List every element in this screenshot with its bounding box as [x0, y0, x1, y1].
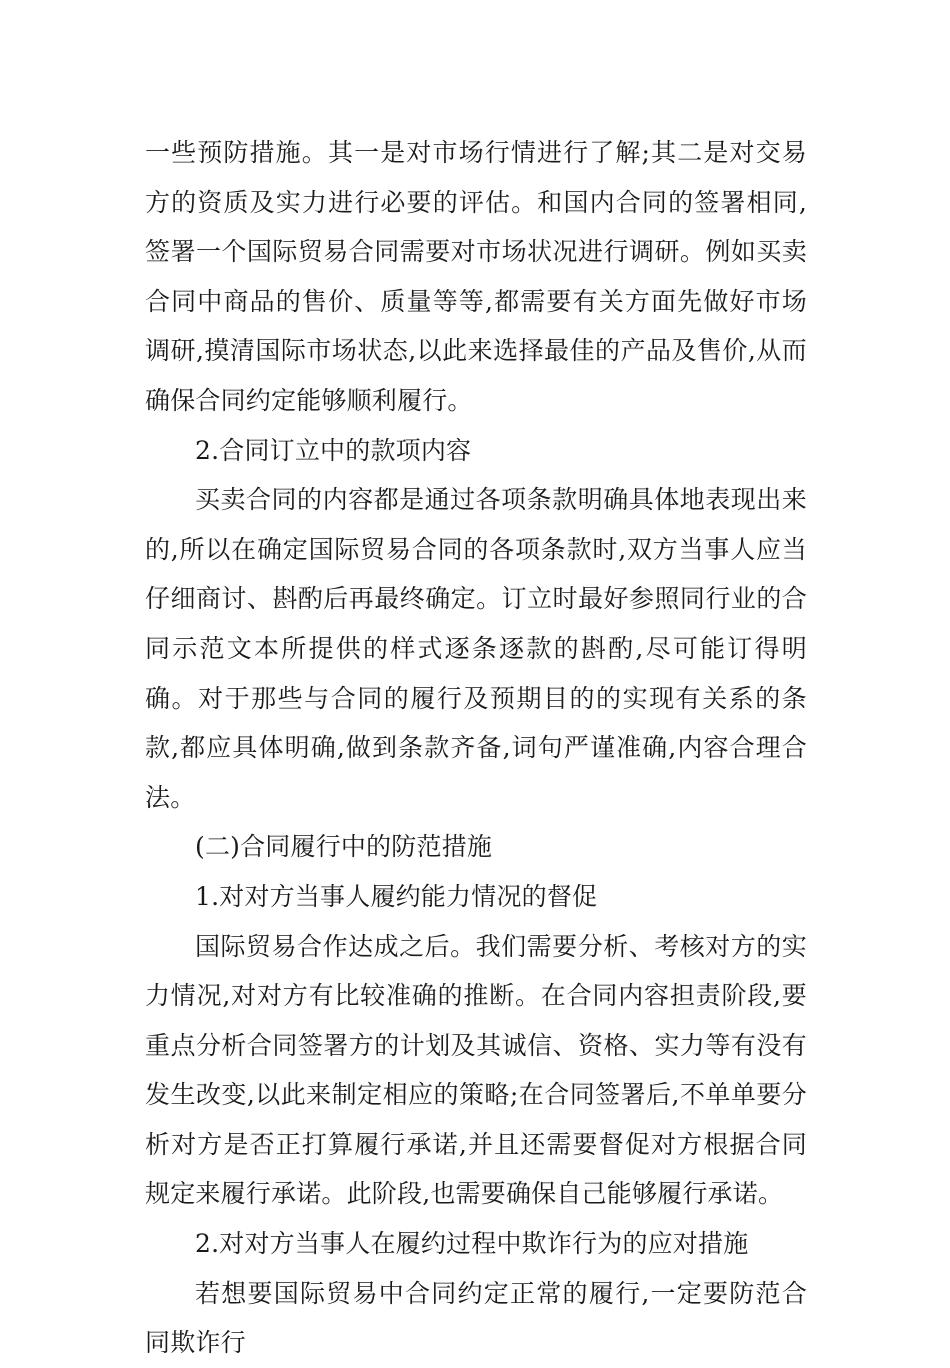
- subheading-contract-clauses: 2.合同订立中的款项内容: [195, 435, 472, 465]
- document-body: [145, 128, 807, 1368]
- paragraph-performance-capacity: 国际贸易合作达成之后。我们需要分析、考核对方的实力情况,对对方有比较准确的推断。在合同内容担责阶段,要重点分析合同签署方的计划及其诚信、资格、实力等有没有发生改变,以此来制定相应的策略;在合同签署后,不单单要分析对方是否正打算履行承诺,并且还需要督促对方根据合同规定来履行承诺。此阶段,也需要确保自己能够履行承诺。: [145, 931, 807, 1209]
- subheading-performance-capacity: 1.对对方当事人履约能力情况的督促: [195, 881, 598, 911]
- paragraph-contract-clauses: 买卖合同的内容都是通过各项条款明确具体地表现出来的,所以在确定国际贸易合同的各项条款时,双方当事人应当仔细商讨、斟酌后再最终确定。订立时最好参照同行业的合同示范文本所提供的样式逐条逐款的斟酌,尽可能订得明确。对于那些与合同的履行及预期目的的实现有关系的条款,都应具体明确,做到条款齐备,词句严谨准确,内容合理合法。: [145, 485, 807, 812]
- paragraph-fraud-response: 若想要国际贸易中合同约定正常的履行,一定要防范合同欺诈行: [145, 1278, 807, 1358]
- subheading-fraud-response: 2.对对方当事人在履约过程中欺诈行为的应对措施: [195, 1229, 749, 1259]
- section-heading-performance: (二)合同履行中的防范措施: [195, 832, 493, 862]
- paragraph-continuation: 一些预防措施。其一是对市场行情进行了解;其二是对交易方的资质及实力进行必要的评估。和国内合同的签署相同,签署一个国际贸易合同需要对市场状况进行调研。例如买卖合同中商品的售价、质量等等,都需要有关方面先做好市场调研,摸清国际市场状态,以此来选择最佳的产品及售价,从而确保合同约定能够顺利履行。: [145, 138, 807, 415]
